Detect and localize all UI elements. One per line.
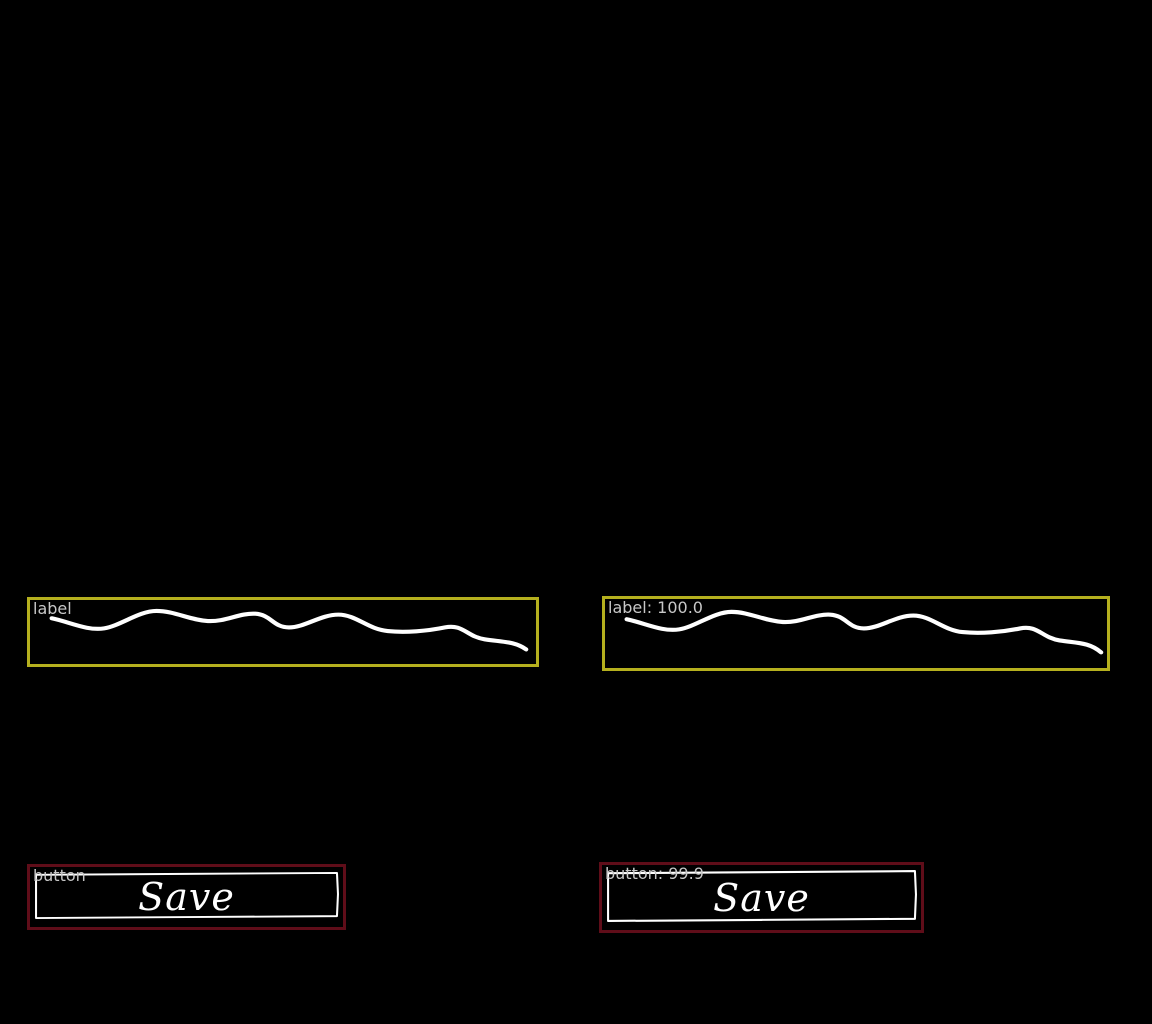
- button-annotation: button: [33, 866, 86, 885]
- label-detection-box-scored: [602, 596, 1110, 671]
- label-detection-box: [27, 597, 539, 667]
- label-annotation: label: [33, 599, 72, 618]
- save-button-label: Save: [713, 875, 810, 920]
- button-detection-box: [27, 864, 346, 930]
- button-detection-box-scored: [599, 862, 924, 933]
- right-panel: [576, 0, 1152, 1024]
- squiggle-label-sketch: [30, 600, 536, 664]
- save-button-label: Save: [138, 875, 235, 919]
- label-annotation-scored: label: 100.0: [608, 598, 703, 617]
- button-annotation-scored: button: 99.9: [605, 864, 704, 883]
